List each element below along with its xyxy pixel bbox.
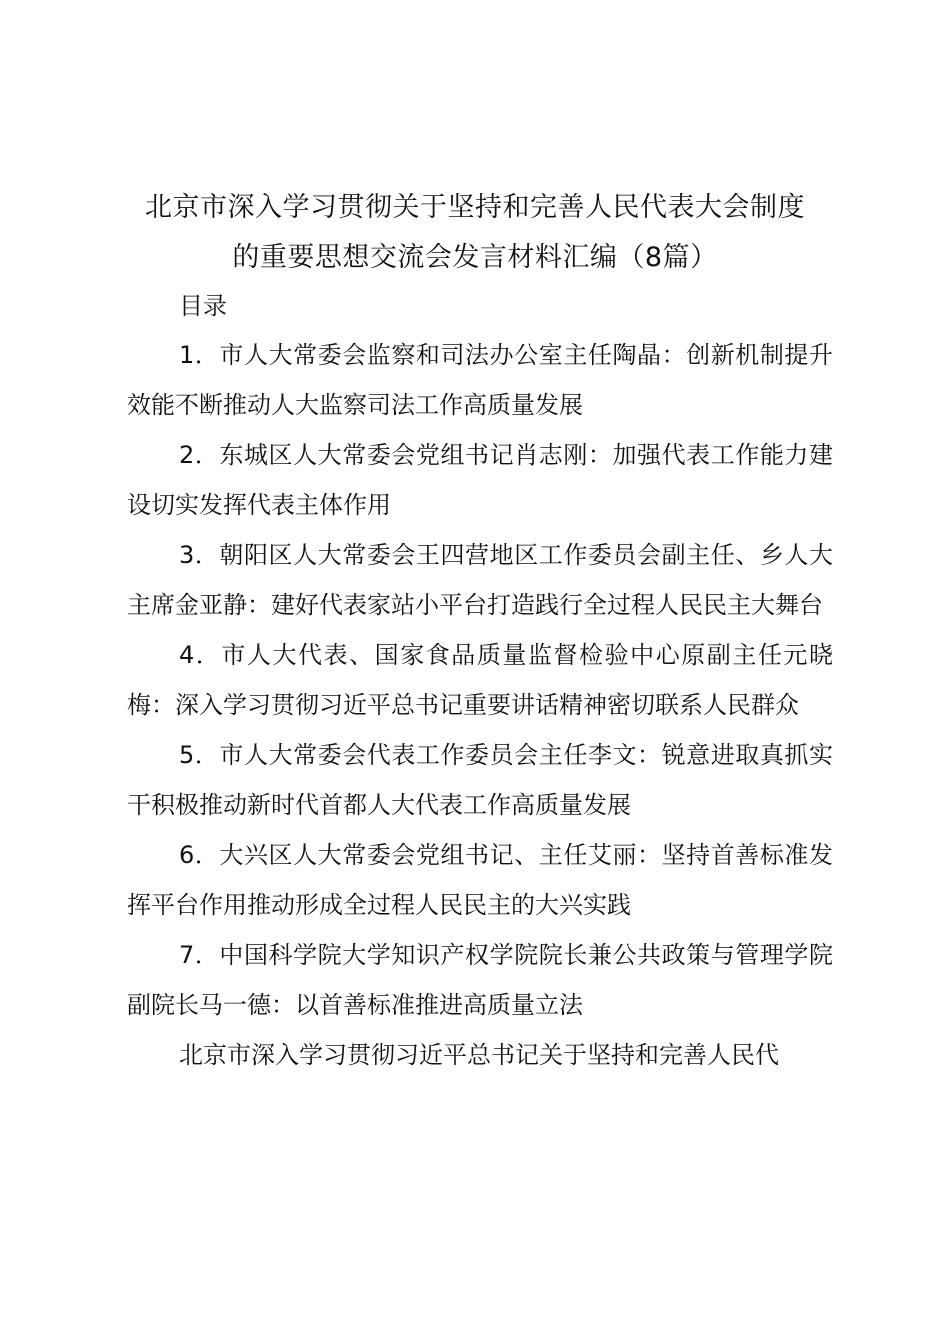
toc-item: 3．朝阳区人大常委会王四营地区工作委员会副主任、乡人大主席金亚静：建好代表家站小平台打造践行全过程人民民主大舞台 [127,541,833,619]
title-line-1: 北京市深入学习贯彻关于坚持和完善人民代表大会制度 [145,192,805,223]
toc-list [127,330,833,1080]
document-title [100,183,850,283]
toc-item: 1．市人大常委会监察和司法办公室主任陶晶：创新机制提升效能不断推动人大监察司法工作高质量发展 [127,341,833,419]
toc-item: 2．东城区人大常委会党组书记肖志刚：加强代表工作能力建设切实发挥代表主体作用 [127,441,833,519]
toc-item: 4．市人大代表、国家食品质量监督检验中心原副主任元晓梅：深入学习贯彻习近平总书记重要讲话精神密切联系人民群众 [127,641,833,719]
toc-item: 5．市人大常委会代表工作委员会主任李文：锐意进取真抓实干积极推动新时代首都人大代表工作高质量发展 [127,741,833,819]
toc-heading: 目录 [179,292,227,320]
toc-item: 7．中国科学院大学知识产权学院院长兼公共政策与管理学院副院长马一德：以首善标准推进高质量立法 [127,941,833,1019]
toc-item: 6．大兴区人大常委会党组书记、主任艾丽：坚持首善标准发挥平台作用推动形成全过程人民民主的大兴实践 [127,841,833,919]
body-paragraph-start: 北京市深入学习贯彻习近平总书记关于坚持和完善人民代 [179,1041,779,1069]
title-line-2: 的重要思想交流会发言材料汇编（8篇） [232,242,718,273]
